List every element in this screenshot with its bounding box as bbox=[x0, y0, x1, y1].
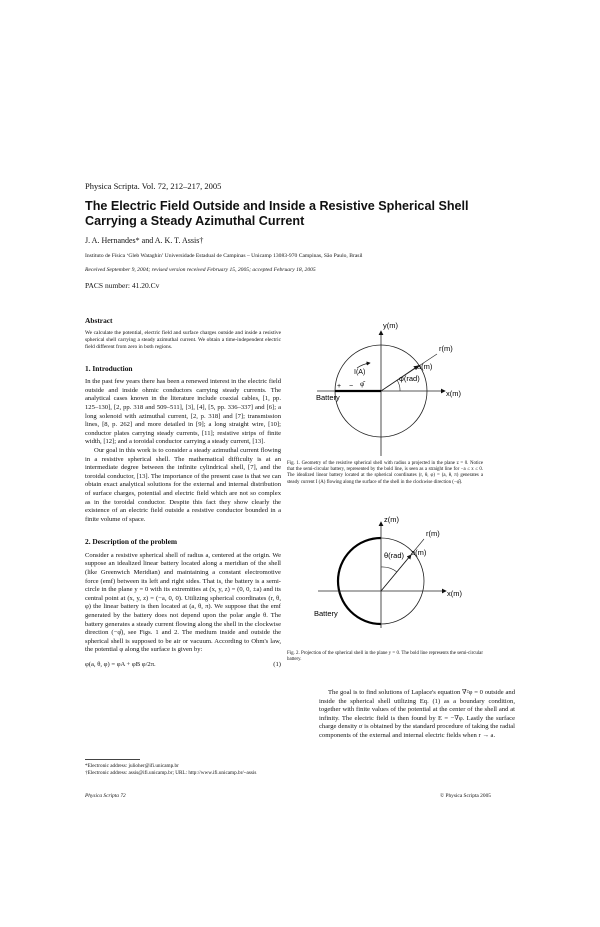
intro-heading: 1. Introduction bbox=[85, 363, 133, 373]
battery-arc bbox=[338, 538, 381, 624]
figure-2-diagram bbox=[300, 510, 525, 630]
section2-heading: 2. Description of the problem bbox=[85, 537, 178, 547]
a-label: a(m) bbox=[417, 362, 433, 371]
figure-1-diagram bbox=[300, 316, 525, 458]
r-label: r(m) bbox=[426, 529, 440, 538]
authors: J. A. Hernandes* and A. K. T. Assis† bbox=[85, 236, 204, 245]
right-column bbox=[319, 689, 515, 741]
plus-label: + bbox=[337, 383, 342, 390]
footer-left: Physica Scripta 72 bbox=[85, 793, 126, 799]
figure-1-caption: Fig. 1. Geometry of the resistive spherical shell with radius a projected in the plane z = 0. Notice that the semi-circular battery, represented by the bold line, is seen as a straight line for −a ≤ x ≤ 0. The idealized linear battery located at the spherical coordinates (r, θ, φ) = (a, θ, π) generates a steady current I (A) flowing along the surface of the shell in the clockwise direction (−φ̂). bbox=[287, 461, 483, 485]
r-label: r(m) bbox=[439, 344, 453, 353]
equation-text: φ(a, θ, φ) = φA + φB φ/2π. bbox=[85, 661, 156, 668]
footnote-2: †Electronic address: assis@ifi.unicamp.br; URL: http://www.ifi.unicamp.br/~assis bbox=[85, 769, 257, 776]
equation-1 bbox=[85, 661, 281, 670]
r-vector bbox=[381, 354, 437, 391]
x-axis-label: x(m) bbox=[446, 389, 461, 398]
phi-hat-label: φ̂ bbox=[360, 381, 365, 388]
paper-title: The Electric Field Outside and Inside a Resistive Spherical Shell Carrying a Steady Azimuthal Current bbox=[85, 199, 469, 228]
affiliation: Instituto de Física ‘Gleb Wataghin’ Universidade Estadual de Campinas – Unicamp 13083-970 Campinas, São Paulo, Brasil bbox=[85, 253, 363, 259]
abstract-heading: Abstract bbox=[85, 316, 113, 325]
figure-2-caption: Fig. 2. Projection of the spherical shell in the plane y = 0. The bold line represents the semi-circular battery. bbox=[287, 651, 483, 663]
journal-citation: Physica Scripta. Vol. 72, 212–217, 2005 bbox=[85, 181, 222, 191]
intro-paragraph-1: In the past few years there has been a renewed interest in the electric field outside and inside ohmic conductors carrying steady currents. The analytical cases known in the literature include coaxial cables, [1, pp. 125–130], [2, pp. 318 and 509–511], [3], [4], [5, pp. 336–337] and [6]; a long solenoid with azimuthal current, [2, p. 318] and [7]; transmission lines, [8, p. 262] and more detailed in [9]; a long straight wire, [10]; conductor plates carrying steady currents, [11]; resistive strips of finite width, [12]; and a toroidal conductor carrying a steady current, [13]. bbox=[85, 378, 281, 446]
footnote-1: *Electronic address: julioher@ifi.unicamp.br bbox=[85, 763, 179, 769]
footer-right: © Physica Scripta 2005 bbox=[440, 793, 491, 799]
pacs-number: PACS number: 41.20.Cv bbox=[85, 281, 160, 290]
abstract-text: We calculate the potential, electric field and surface charges outside and inside a resistive spherical shell carrying a steady azimuthal current. We obtain a time-independent electric field different from zero in both regions. bbox=[85, 329, 281, 350]
theta-label: θ(rad) bbox=[384, 551, 405, 560]
y-axis-label: y(m) bbox=[383, 321, 398, 330]
current-arrow bbox=[357, 363, 370, 368]
left-column bbox=[85, 317, 281, 670]
battery-label: Battery bbox=[314, 609, 338, 618]
z-axis-label: z(m) bbox=[384, 515, 399, 524]
phi-label: φ(rad) bbox=[399, 374, 420, 383]
battery-label: Battery bbox=[316, 393, 340, 402]
current-label: I(A) bbox=[354, 369, 366, 376]
a-label: a(m) bbox=[411, 548, 427, 557]
r-vector bbox=[381, 539, 424, 591]
received-dates: Received September 9, 2004; revised version received February 15, 2005; accepted February 18, 2005 bbox=[85, 267, 316, 273]
right-paragraph: The goal is to find solutions of Laplace's equation ∇²φ = 0 outside and inside the spherical shell utilizing Eq. (1) as a boundary condition, together with finite values of the potential at the center of the shell and at infinity. The electric field is then found by E = −∇φ. Lastly the surface charge density σ is obtained by the standard procedure of taking the radial components of the external and internal electric fields when r → a. bbox=[319, 689, 515, 739]
minus-label: − bbox=[349, 383, 354, 390]
equation-number: (1) bbox=[273, 661, 281, 668]
theta-arc bbox=[381, 567, 397, 572]
x-axis-label: x(m) bbox=[447, 589, 462, 598]
section2-paragraph: Consider a resistive spherical shell of radius a, centered at the origin. We suppose an idealized linear battery located along a meridian of the shell (like Greenwich Meridian) and maintaining a constant electromotive force (emf) between its left and right sides. That is, the battery is a semi-circle in the plane y = 0 with its extremities at (x, y, z) = (0, 0, ±a) and its central point at (x, y, z) = (−a, 0, 0). Utilizing spherical coordinates (r, θ, φ) the linear battery is then located at (a, θ, π). We suppose that the emf generated by the battery does not depend upon the polar angle θ. The battery generates a steady current flowing along the shell in the clockwise direction (−φ̂), see Figs. 1 and 2. The medium inside and outside the spherical shell is supposed to be air or vacuum. According to Ohm's law, the potential φ along the surface is given by: bbox=[85, 551, 281, 654]
intro-paragraph-2: Our goal in this work is to consider a steady azimuthal current flowing in a resistive spherical shell. The mathematical difficulty is at an intermediate degree between the infinite cylindrical shell, [7], and the toroidal conductor, [13]. The importance of the present case is that we can obtain exact analytical solutions for the external and internal distribution of surface charges, potential and electric field which are not so complex as in the toroidal conductor. Despite this fact they show clearly the existence of an electric field outside a resistive conductor bounded in a finite volume of space. bbox=[85, 446, 281, 523]
footnote-rule bbox=[85, 759, 140, 760]
footnotes bbox=[85, 759, 281, 777]
